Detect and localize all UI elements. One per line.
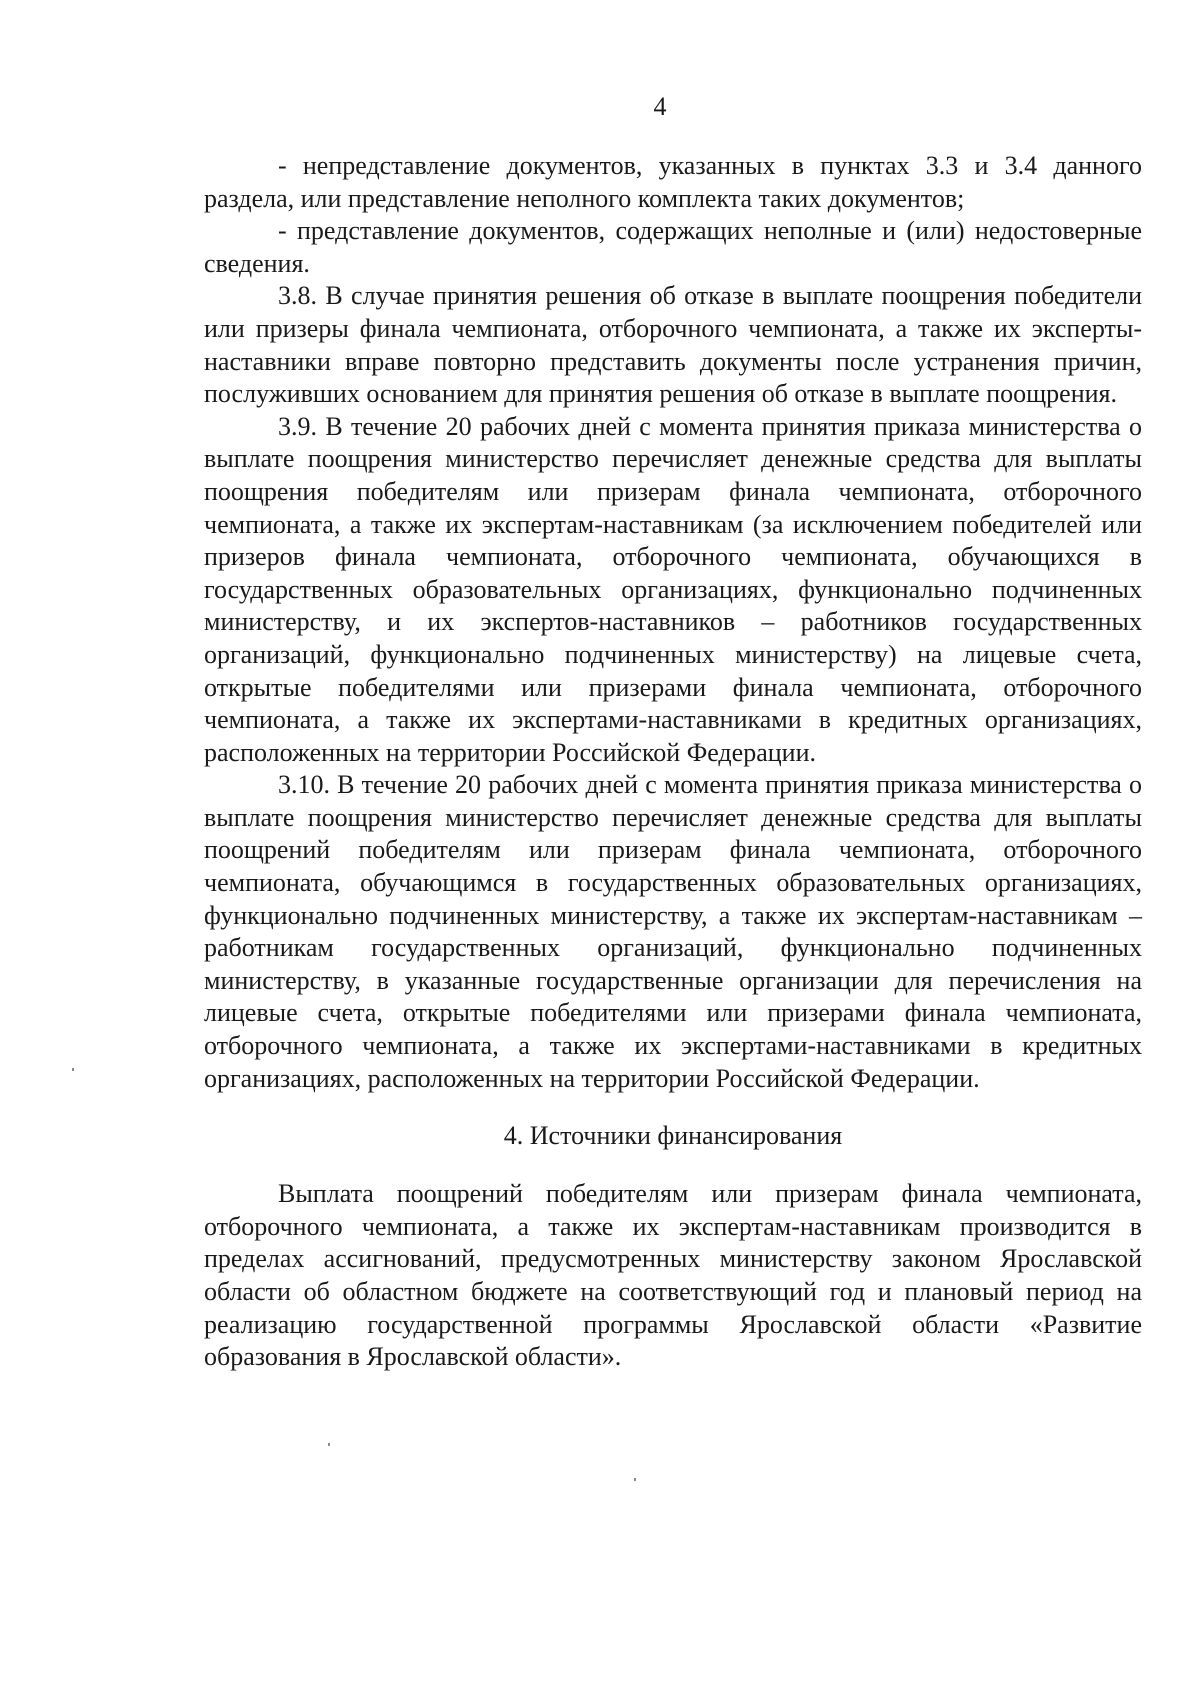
paragraph-incomplete-info: - представление документов, содержащих неполные и (или) недостоверные сведения. bbox=[204, 216, 1142, 278]
paragraph-3-8: 3.8. В случае принятия решения об отказе в выплате поощрения победители или призеры финала чемпионата, отборочного чемпионата, а также их эксперты-наставники вправе повторно представить документы после устранения причин, послуживших основанием для принятия решения об отказе в выплате поощрения. bbox=[204, 281, 1142, 409]
scan-speck bbox=[634, 1478, 636, 1481]
paragraph-3-9: 3.9. В течение 20 рабочих дней с момента принятия приказа министерства о выплате поощрения министерство перечисляет денежные средства для выплаты поощрения победителям или призерам финала чемпионата, отборочного чемпионата, а также их экспертам-наставникам (за исключением победителей или призеров финала чемпионата, отборочного чемпионата, обучающихся в государственных образовательных организациях, функционально подчиненных министерству, и их экспертов-наставников – работников государственных организаций, функционально подчиненных министерству) на лицевые счета, открытые победителями или призерами финала чемпионата, отборочного чемпионата, а также их экспертами-наставниками в кредитных организациях, расположенных на территории Российской Федерации. bbox=[204, 411, 1142, 767]
scan-speck bbox=[72, 1068, 74, 1071]
scan-speck bbox=[328, 1443, 330, 1446]
document-body bbox=[204, 150, 1142, 1374]
section-heading-financing: 4. Источники финансирования bbox=[503, 1121, 843, 1151]
paragraph-non-submission: - непредставление документов, указанных в пунктах 3.3 и 3.4 данного раздела, или представление неполного комплекта таких документов; bbox=[204, 151, 1142, 213]
page-number: 4 bbox=[653, 92, 667, 121]
paragraph-financing: Выплата поощрений победителям или призерам финала чемпионата, отборочного чемпионата, а также их экспертам-наставникам производится в пределах ассигнований, предусмотренных министерству законом Ярославской области об областном бюджете на соответствующий год и плановый период на реализацию государственной программы Ярославской области «Развитие образования в Ярославской области». bbox=[204, 1179, 1142, 1372]
paragraph-3-10: 3.10. В течение 20 рабочих дней с момента принятия приказа министерства о выплате поощрения министерство перечисляет денежные средства для выплаты поощрений победителям или призерам финала чемпионата, отборочного чемпионата, обучающимся в государственных образовательных организациях, функционально подчиненных министерству, а также их экспертам-наставникам – работникам государственных организаций, функционально подчиненных министерству, в указанные государственные организации для перечисления на лицевые счета, открытые победителями или призерами финала чемпионата, отборочного чемпионата, а также их экспертами-наставниками в кредитных организациях, расположенных на территории Российской Федерации. bbox=[204, 770, 1142, 1093]
